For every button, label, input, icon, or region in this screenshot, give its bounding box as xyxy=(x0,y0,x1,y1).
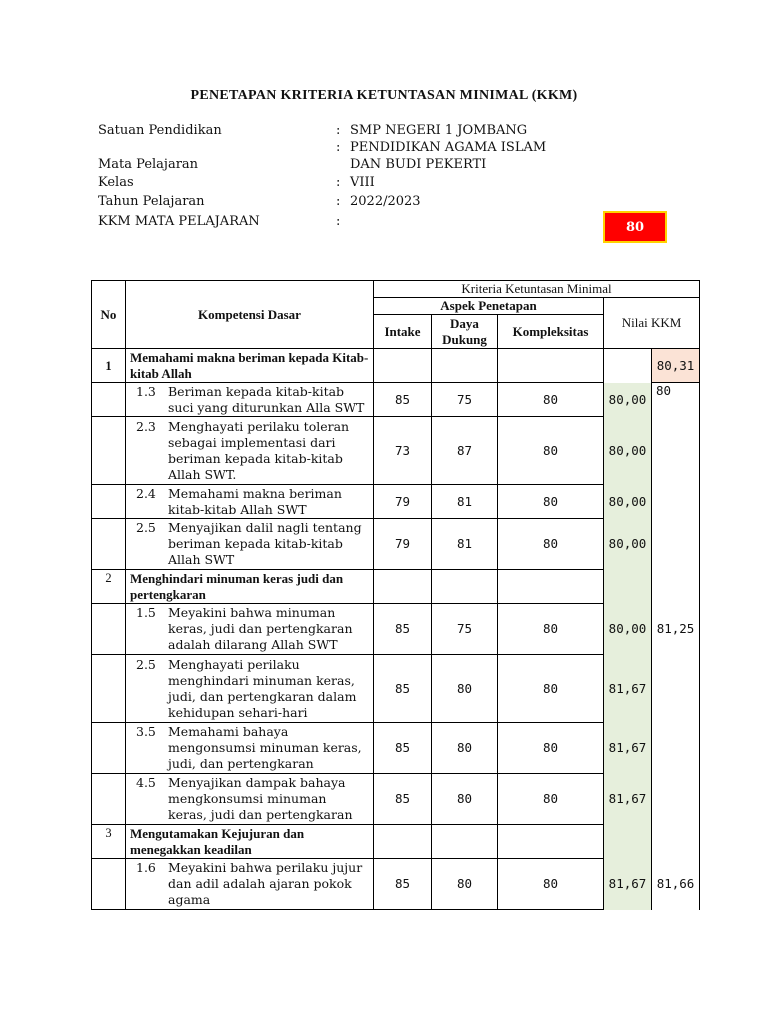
cell-kompleksitas: 80 xyxy=(498,604,604,655)
document-title: PENETAPAN KRITERIA KETUNTASAN MINIMAL (KKM) xyxy=(190,88,578,103)
table-row xyxy=(92,417,700,485)
cell-daya: 75 xyxy=(432,383,498,417)
table-row xyxy=(92,774,700,825)
cell-intake: 73 xyxy=(374,417,432,485)
cell-side-kkm xyxy=(652,519,700,570)
kd-text: Menghayati perilaku menghindari minuman keras, judi, dan pertengkaran dalam kehidupan sehari-hari xyxy=(168,656,357,720)
cell-daya: 81 xyxy=(432,519,498,570)
kd-code: 1.5 xyxy=(136,605,156,620)
table-row xyxy=(92,485,700,519)
cell-kompleksitas: 80 xyxy=(498,723,604,774)
cell-side-kkm xyxy=(652,774,700,825)
info-colon: : xyxy=(336,194,341,209)
cell-daya: 80 xyxy=(432,723,498,774)
cell-intake: 85 xyxy=(374,859,432,910)
info-value: PENDIDIKAN AGAMA ISLAM xyxy=(350,140,547,155)
cell-kompleksitas: 80 xyxy=(498,859,604,910)
cell-intake: 85 xyxy=(374,383,432,417)
cell-daya: 80 xyxy=(432,655,498,723)
cell-kompleksitas: 80 xyxy=(498,383,604,417)
table-row xyxy=(92,519,700,570)
header-kkm-group: Kriteria Ketuntasan Minimal xyxy=(374,281,700,298)
header-intake: Intake xyxy=(374,315,432,349)
cell-nilai: 81,67 xyxy=(604,723,652,774)
group-kkm xyxy=(652,825,700,859)
cell-side-kkm: 80 xyxy=(652,383,700,417)
cell-kompleksitas: 80 xyxy=(498,774,604,825)
cell-intake: 85 xyxy=(374,723,432,774)
kd-code: 3.5 xyxy=(136,724,156,739)
kd-text: Menyajikan dampak bahaya mengkonsumsi minuman keras, judi dan pertengkaran xyxy=(168,775,353,822)
header-nilai-kkm: Nilai KKM xyxy=(604,298,700,349)
cell-intake: 79 xyxy=(374,519,432,570)
cell-daya: 75 xyxy=(432,604,498,655)
info-label: Kelas xyxy=(98,175,134,190)
cell-daya: 87 xyxy=(432,417,498,485)
group-kkm xyxy=(652,570,700,604)
table-row xyxy=(92,655,700,723)
info-value: DAN BUDI PEKERTI xyxy=(350,157,487,172)
cell-side-kkm xyxy=(652,655,700,723)
cell-side-kkm: 81,25 xyxy=(652,604,700,655)
cell-side-kkm xyxy=(652,723,700,774)
cell-side-kkm xyxy=(652,485,700,519)
table-row xyxy=(92,859,700,910)
cell-nilai: 80,00 xyxy=(604,383,652,417)
cell-nilai: 80,00 xyxy=(604,519,652,570)
kd-code: 1.6 xyxy=(136,860,156,875)
cell-daya: 80 xyxy=(432,859,498,910)
info-value: 2022/2023 xyxy=(350,194,421,209)
cell-side-kkm: 81,66 xyxy=(652,859,700,910)
cell-nilai: 80,00 xyxy=(604,417,652,485)
kkm-value-box: 80 xyxy=(603,211,667,243)
kd-text: Menghayati perilaku toleran sebagai implementasi dari beriman kepada kitab-kitab Allah SWT. xyxy=(168,418,350,482)
kd-code: 4.5 xyxy=(136,775,156,790)
kd-text: Memahami bahaya mengonsumsi minuman keras, judi, dan pertengkaran xyxy=(168,724,362,771)
group-title: Menghindari minuman keras judi dan pertengkaran xyxy=(126,570,374,604)
kd-code: 2.5 xyxy=(136,520,156,535)
info-colon: : xyxy=(336,175,341,190)
cell-nilai: 81,67 xyxy=(604,655,652,723)
info-colon: : xyxy=(336,214,341,229)
group-no: 3 xyxy=(92,825,126,859)
info-value: SMP NEGERI 1 JOMBANG xyxy=(350,123,528,138)
cell-kompleksitas: 80 xyxy=(498,519,604,570)
cell-kompleksitas: 80 xyxy=(498,417,604,485)
cell-nilai: 80,00 xyxy=(604,604,652,655)
group-title: Mengutamakan Kejujuran dan menegakkan keadilan xyxy=(126,825,374,859)
kd-text: Memahami makna beriman kitab-kitab Allah SWT xyxy=(168,485,342,517)
cell-daya: 81 xyxy=(432,485,498,519)
cell-intake: 79 xyxy=(374,485,432,519)
cell-intake: 85 xyxy=(374,604,432,655)
group-no: 1 xyxy=(92,349,126,383)
cell-kompleksitas: 80 xyxy=(498,485,604,519)
group-title: Memahami makna beriman kepada Kitab-kitab Allah xyxy=(126,349,374,383)
cell-side-kkm xyxy=(652,417,700,485)
info-label: Mata Pelajaran xyxy=(98,157,199,172)
cell-daya: 80 xyxy=(432,774,498,825)
cell-intake: 85 xyxy=(374,774,432,825)
info-value: VIII xyxy=(350,175,375,190)
kd-code: 1.3 xyxy=(136,383,156,399)
group-row xyxy=(92,349,700,383)
kd-text: Beriman kepada kitab-kitab suci yang diturunkan Alla SWT xyxy=(168,383,365,415)
header-kompleksitas: Kompleksitas xyxy=(498,315,604,349)
kd-code: 2.5 xyxy=(136,656,156,672)
header-kompetensi-dasar: Kompetensi Dasar xyxy=(126,281,374,349)
info-colon: : xyxy=(336,140,341,155)
cell-nilai: 81,67 xyxy=(604,859,652,910)
table-row xyxy=(92,723,700,774)
kd-text: Menyajikan dalil nagli tentang beriman kepada kitab-kitab Allah SWT xyxy=(168,520,362,567)
group-row xyxy=(92,570,700,604)
table-row xyxy=(92,604,700,655)
header-no: No xyxy=(92,281,126,349)
kkm-table xyxy=(91,280,700,910)
info-colon: : xyxy=(336,123,341,138)
group-row xyxy=(92,825,700,859)
info-label: KKM MATA PELAJARAN xyxy=(98,214,260,229)
group-kkm: 80,31 xyxy=(652,349,700,383)
cell-intake: 85 xyxy=(374,655,432,723)
header-aspek: Aspek Penetapan xyxy=(374,298,604,315)
header-daya-dukung: Daya Dukung xyxy=(432,315,498,349)
kd-text: Meyakini bahwa minuman keras, judi dan pertengkaran adalah dilarang Allah SWT xyxy=(168,605,353,652)
cell-nilai: 81,67 xyxy=(604,774,652,825)
group-no: 2 xyxy=(92,570,126,604)
cell-nilai: 80,00 xyxy=(604,485,652,519)
info-label: Tahun Pelajaran xyxy=(98,194,205,209)
table-row xyxy=(92,383,700,417)
kd-text: Meyakini bahwa perilaku jujur dan adil adalah ajaran pokok agama xyxy=(168,860,363,907)
kd-code: 2.3 xyxy=(136,418,156,434)
kd-code: 2.4 xyxy=(136,485,156,501)
info-label: Satuan Pendidikan xyxy=(98,123,222,138)
cell-kompleksitas: 80 xyxy=(498,655,604,723)
